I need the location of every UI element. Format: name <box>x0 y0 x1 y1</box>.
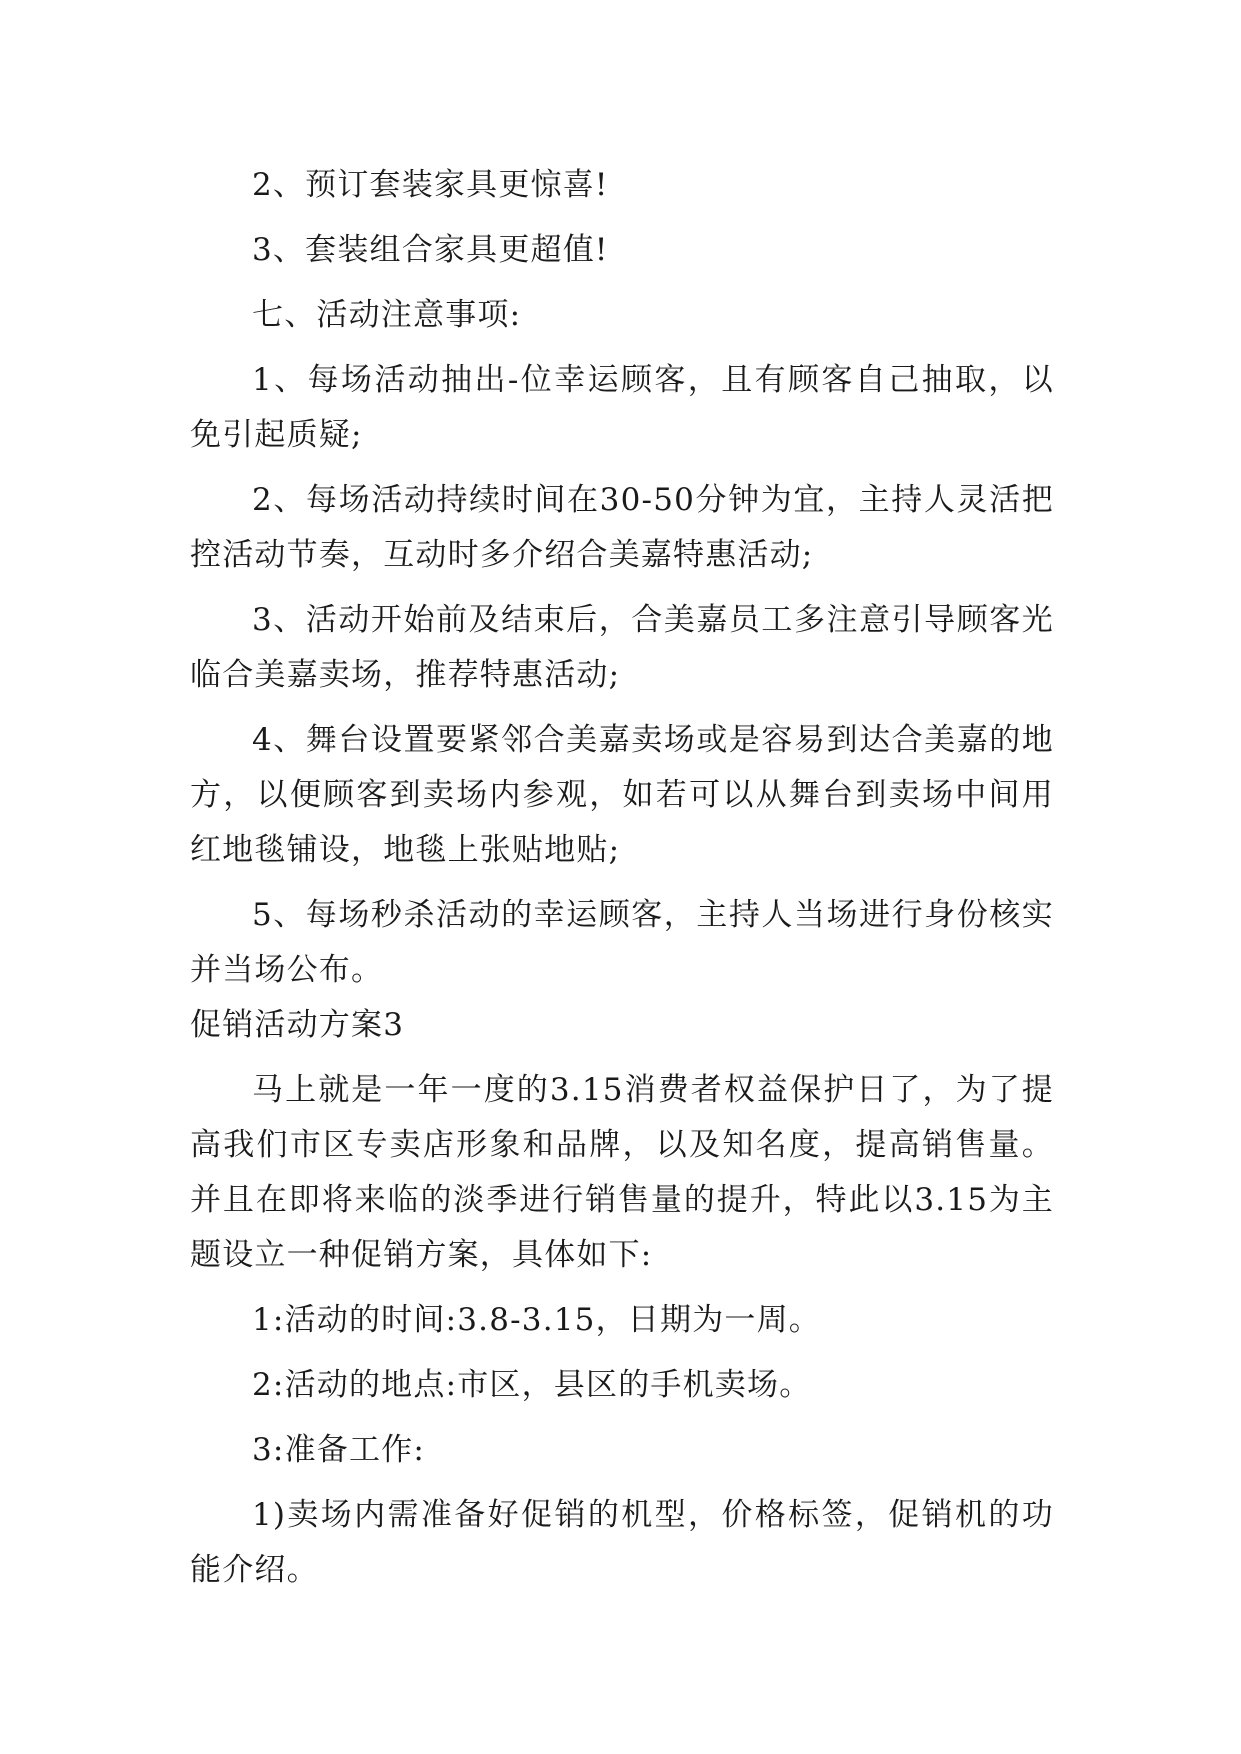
plan-item-time: 1:活动的时间:3.8-3.15，日期为一周。 <box>252 1302 822 1338</box>
note-item-4: 4、舞台设置要紧邻合美嘉卖场或是容易到达合美嘉的地方，以便顾客到卖场内参观，如若可以从舞台到卖场中间用红地毯铺设，地毯上张贴地贴; <box>190 722 1054 868</box>
section-heading-notes: 七、活动注意事项: <box>252 297 522 333</box>
plan-title: 促销活动方案3 <box>190 1007 405 1043</box>
plan-item-location: 2:活动的地点:市区，县区的手机卖场。 <box>252 1367 812 1403</box>
document-body <box>190 158 1054 1598</box>
note-item-1: 1、每场活动抽出-位幸运顾客，且有顾客自己抽取，以免引起质疑; <box>190 362 1054 453</box>
preparation-item-1: 1)卖场内需准备好促销的机型，价格标签，促销机的功能介绍。 <box>190 1497 1054 1588</box>
note-item-3: 3、活动开始前及结束后，合美嘉员工多注意引导顾客光临合美嘉卖场，推荐特惠活动; <box>190 602 1054 693</box>
intro-paragraph: 马上就是一年一度的3.15消费者权益保护日了，为了提高我们市区专卖店形象和品牌，以及知名度，提高销售量。并且在即将来临的淡季进行销售量的提升，特此以3.15为主题设立一种促销方案，具体如下: <box>190 1072 1054 1273</box>
note-item-5: 5、每场秒杀活动的幸运顾客，主持人当场进行身份核实并当场公布。 <box>190 897 1054 988</box>
plan-item-preparation: 3:准备工作: <box>252 1432 426 1468</box>
note-item-2: 2、每场活动持续时间在30-50分钟为宜，主持人灵活把控活动节奏，互动时多介绍合美嘉特惠活动; <box>190 482 1054 573</box>
list-item-preorder-sets: 2、预订套装家具更惊喜! <box>252 167 609 203</box>
list-item-combo-value: 3、套装组合家具更超值! <box>252 232 609 268</box>
